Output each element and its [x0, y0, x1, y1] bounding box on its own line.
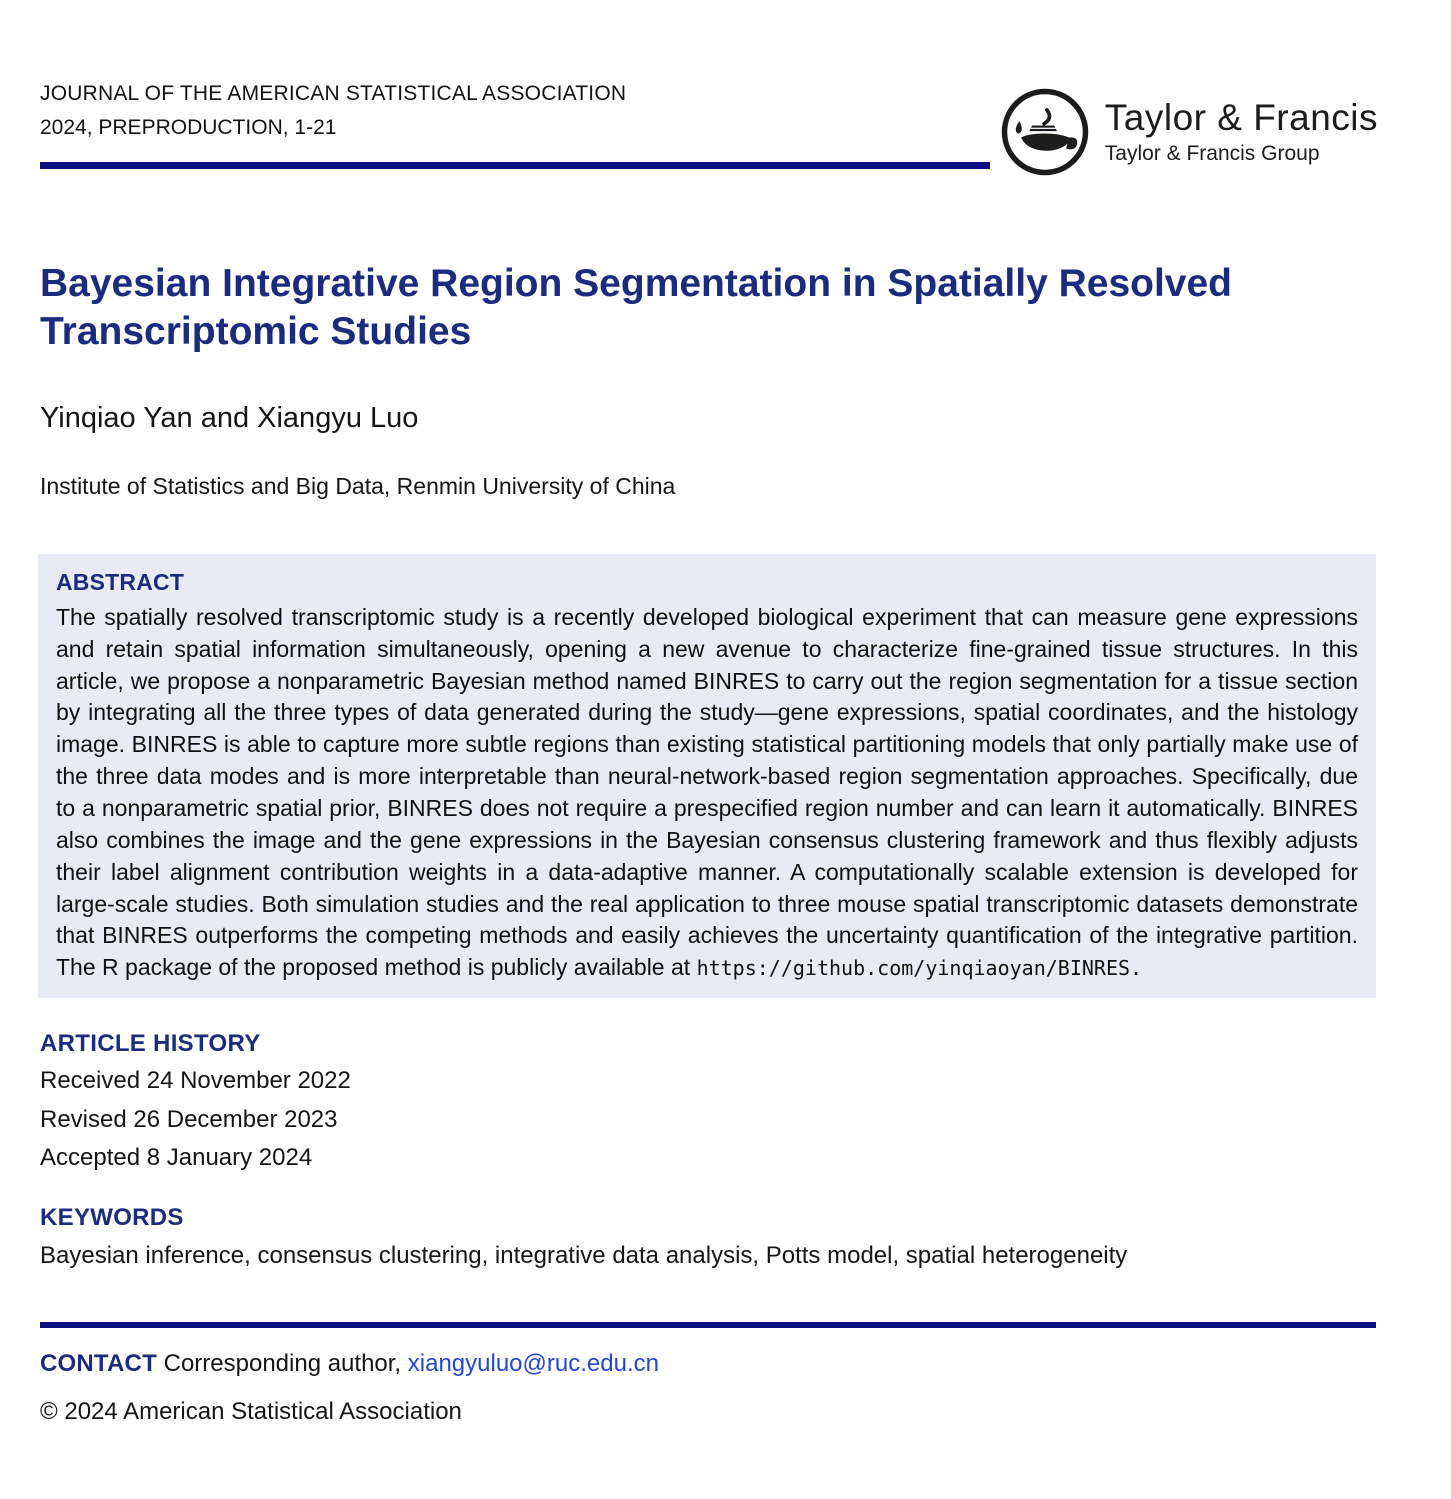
received-date: Received 24 November 2022: [40, 1067, 351, 1095]
keywords-list: Bayesian inference, consensus clustering, integrative data analysis, Potts model, spatial heterogeneity: [40, 1242, 1128, 1270]
publisher-name: Taylor & Francis: [1104, 96, 1378, 138]
contact-line: [40, 1350, 1376, 1378]
article-history-section: [40, 1030, 1376, 1174]
contact-text: Corresponding author,: [163, 1350, 402, 1378]
corresponding-author-email-link[interactable]: xiangyuluo@ruc.edu.cn: [407, 1350, 659, 1378]
keywords-section: [40, 1204, 1376, 1270]
article-history-heading: ARTICLE HISTORY: [40, 1030, 261, 1058]
article-authors: Yinqiao Yan and Xiangyu Luo: [40, 401, 419, 434]
journal-info: [40, 78, 990, 169]
journal-name: JOURNAL OF THE AMERICAN STATISTICAL ASSOCIATION: [40, 82, 627, 105]
publisher-group-name: Taylor & Francis Group: [1104, 141, 1320, 165]
revised-date: Revised 26 December 2023: [40, 1105, 338, 1133]
footer-divider-rule: [40, 1322, 1376, 1328]
github-repo-link[interactable]: https://github.com/yinqiaoyan/BINRES.: [696, 956, 1143, 981]
article-title: Bayesian Integrative Region Segmentation in Spatially Resolved Transcriptomic Studies: [40, 262, 1232, 353]
accepted-date: Accepted 8 January 2024: [40, 1144, 313, 1172]
abstract-section: [38, 554, 1376, 998]
keywords-heading: KEYWORDS: [40, 1204, 184, 1232]
contact-label: CONTACT: [40, 1350, 157, 1378]
abstract-text: [56, 602, 1358, 984]
journal-issue-info: 2024, PREPRODUCTION, 1-21: [40, 116, 337, 139]
copyright-notice: © 2024 American Statistical Association: [40, 1398, 462, 1426]
publisher-logo-text: [1104, 96, 1378, 166]
abstract-heading: ABSTRACT: [56, 568, 185, 595]
taylor-francis-teapot-icon: [999, 86, 1091, 178]
article-affiliation: Institute of Statistics and Big Data, Renmin University of China: [40, 472, 676, 499]
abstract-body-text: The spatially resolved transcriptomic study is a recently developed biological experiment that can measure gene expressions and retain spatial information simultaneously, opening a new avenue to characterize fine-grained tissue structures. In this article, we propose a nonparametric Bayesian method named BINRES to carry out the region segmentation for a tissue section by integrating all the three types of data generated during the study—gene expressions, spatial coordinates, and the histology image. BINRES is able to capture more subtle regions than existing statistical partitioning models that only partially make use of the three data modes and is more interpretable than neural-network-based region segmentation approaches. Specifically, due to a nonparametric spatial prior, BINRES does not require a prespecified region number and can learn it automatically. BINRES also combines the image and the gene expressions in the Bayesian consensus clustering framework and thus flexibly adjusts their label alignment contribution weights in a data-adaptive manner. A computationally scalable extension is developed for large-scale studies. Both simulation studies and the real application to three mouse spatial transcriptomic datasets demonstrate that BINRES outperforms the competing methods and easily achieves the uncertainty quantification of the integrative partition. The R package of the proposed method is publicly available at: [56, 603, 1358, 981]
publisher-logo: [999, 86, 1378, 178]
journal-header: [40, 78, 1376, 178]
header-divider-rule: [40, 162, 990, 169]
